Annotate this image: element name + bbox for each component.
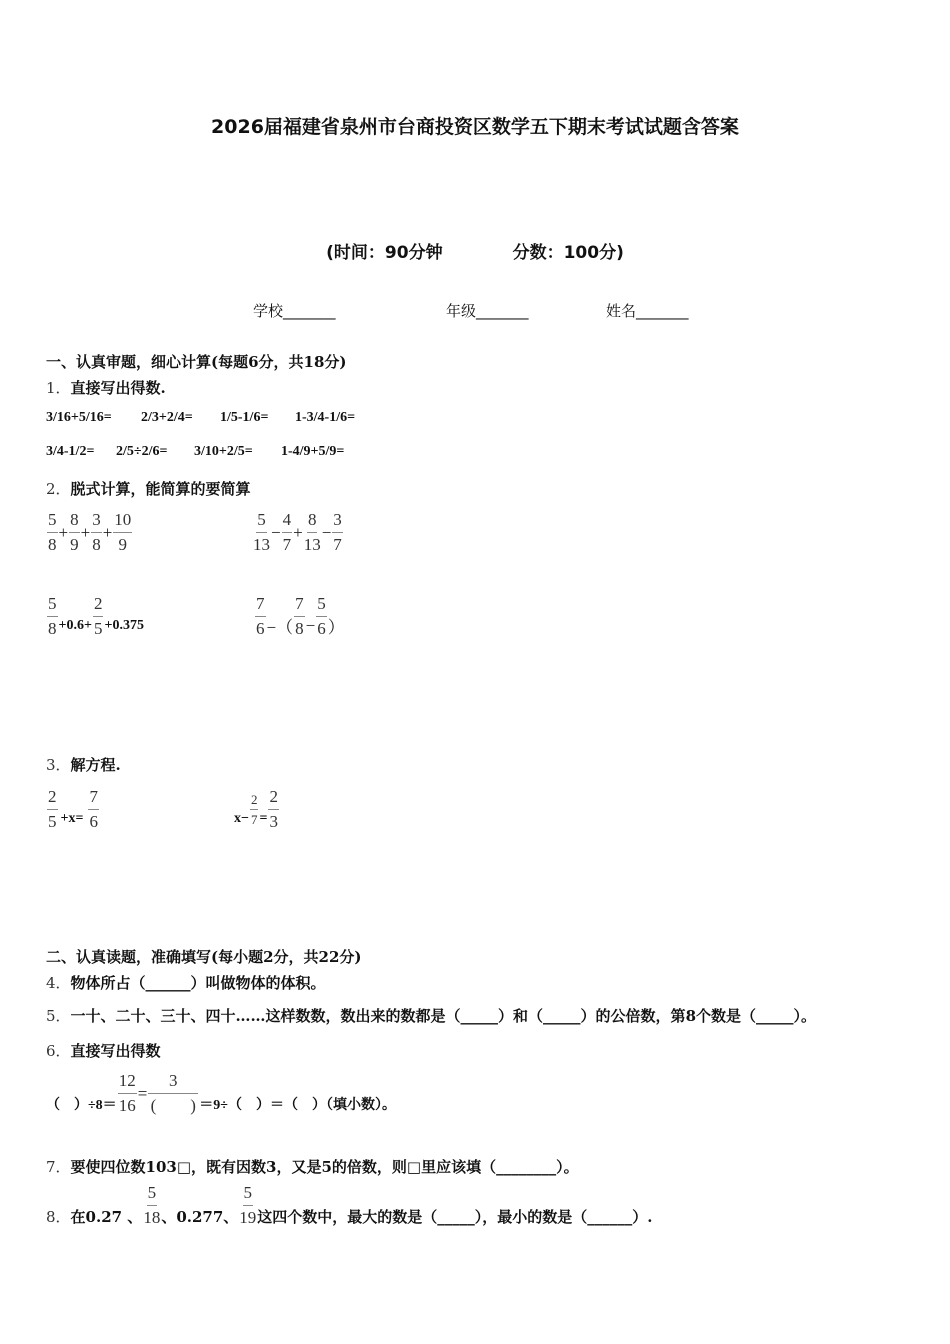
numerator: 5: [47, 510, 58, 533]
numerator: 4: [282, 510, 293, 533]
question-number: 1．: [46, 379, 71, 397]
fraction: [47, 510, 58, 555]
fraction: [93, 594, 104, 639]
q1-row1-c: [220, 410, 268, 426]
question-number: 4．: [46, 974, 71, 992]
numerator: 8: [69, 510, 80, 533]
operator-text: +0.6+: [58, 617, 92, 633]
fraction: [282, 510, 293, 555]
denominator: 16: [118, 1096, 136, 1115]
expression: 2/5÷2/6=: [116, 444, 168, 459]
fraction: [113, 510, 132, 555]
operator: +: [58, 522, 69, 542]
page-title: 2026届福建省泉州市台商投资区数学五下期末考试试题含答案: [211, 116, 739, 138]
operator: +: [293, 522, 303, 542]
name-field[interactable]: 姓名_______: [606, 302, 689, 320]
denominator: 7: [333, 535, 342, 554]
expression: 1-3/4-1/6=: [295, 410, 356, 425]
blank-text: （ ）÷8＝: [46, 1097, 117, 1113]
numerator: 7: [294, 594, 305, 617]
question-number: 5．: [46, 1007, 71, 1025]
q1-row1-d: [295, 410, 355, 426]
question-text: 、0.277、: [161, 1208, 239, 1226]
operator: +: [102, 522, 113, 542]
question-7: [46, 1156, 579, 1177]
q3-equation-1: [46, 787, 100, 832]
question-text: 物体所占（______）叫做物体的体积。: [70, 974, 326, 992]
q2-expression-3: [46, 594, 144, 639]
fraction: [143, 1183, 160, 1228]
numerator: 3: [148, 1071, 198, 1094]
numerator: 5: [47, 594, 58, 617]
denominator: 13: [303, 535, 321, 554]
expression: 3/16+5/16=: [46, 410, 112, 425]
numerator: 5: [256, 510, 267, 533]
section2-header: 二、认真读题，准确填写(每小题2分，共22分): [46, 948, 362, 966]
q2-expression-2: [252, 510, 344, 555]
denominator: 3: [269, 812, 278, 831]
question-6: [46, 1040, 161, 1061]
denominator: 8: [48, 619, 57, 638]
numerator: 8: [307, 510, 318, 533]
fraction: [294, 594, 305, 639]
question-text: 直接写出得数.: [70, 379, 166, 397]
fraction: [304, 510, 321, 555]
numerator: 2: [250, 792, 259, 810]
question-1: [46, 377, 166, 398]
question-number: 7．: [46, 1158, 71, 1176]
operator: +: [80, 522, 91, 542]
question-text: 解方程.: [70, 756, 121, 774]
question-5: [46, 1005, 816, 1026]
denominator: 6: [256, 619, 265, 638]
question-number: 3．: [46, 756, 71, 774]
blank-text: ＝9÷（ ）＝（ ）（填小数）。: [199, 1097, 396, 1113]
denominator: 6: [89, 812, 98, 831]
denominator: 18: [143, 1208, 161, 1227]
denominator: 8: [295, 619, 304, 638]
operator-text: ）: [327, 618, 345, 637]
equation-text: x−: [234, 810, 249, 826]
question-4: [46, 972, 326, 993]
numerator: 5: [316, 594, 327, 617]
operator: −: [321, 522, 332, 542]
expression: 3/10+2/5=: [194, 444, 253, 459]
numerator: 2: [93, 594, 104, 617]
question-text: 脱式计算，能简算的要简算: [70, 480, 251, 498]
question-number-inline: 8: [685, 1007, 696, 1025]
school-field[interactable]: 学校_______: [253, 302, 336, 320]
fraction: [88, 787, 99, 832]
denominator: 13: [253, 535, 270, 554]
numerator: 7: [88, 787, 99, 810]
numerator: 10: [113, 510, 132, 533]
denominator: 8: [92, 535, 101, 554]
fraction: [148, 1071, 198, 1116]
denominator: 7: [282, 535, 292, 554]
fraction: [332, 510, 343, 555]
denominator: 9: [70, 535, 79, 554]
grade-field[interactable]: 年级_______: [446, 302, 529, 320]
denominator: 6: [317, 619, 326, 638]
numerator: 2: [47, 787, 58, 810]
q1-row1: [46, 410, 112, 426]
q2-expression-1: [46, 510, 133, 555]
numerator: 12: [118, 1071, 137, 1094]
section1-header: 一、认真审题，细心计算(每题6分，共18分): [46, 353, 347, 371]
question-2: [46, 478, 251, 499]
denominator: 8: [48, 535, 57, 554]
question-number: 6．: [46, 1042, 71, 1060]
denominator: 9: [118, 535, 128, 554]
q3-equation-2: [234, 787, 280, 832]
fraction: [239, 1183, 256, 1228]
operator: −: [305, 615, 316, 635]
fraction: [268, 787, 279, 832]
numerator: 3: [332, 510, 343, 533]
operator: −: [271, 522, 281, 542]
question-3: [46, 754, 121, 775]
question-8: [46, 1183, 653, 1228]
q1-row2-c: [194, 444, 253, 460]
fraction: [69, 510, 80, 555]
fraction: [250, 792, 259, 827]
operator-text: +0.375: [104, 617, 144, 633]
expression: 2/3+2/4=: [141, 410, 193, 425]
exam-subtitle: [0, 238, 950, 263]
equals-sign: =: [137, 1083, 148, 1103]
denominator: 5: [48, 812, 57, 831]
expression: 3/4-1/2=: [46, 444, 95, 459]
denominator: ( ): [150, 1096, 196, 1115]
question-text: 要使四位数103□，既有因数3，又是5的倍数，则□里应该填（________）。: [70, 1158, 579, 1176]
q1-row2-b: [116, 444, 167, 460]
q1-row2-a: [46, 444, 94, 460]
q6-expression: [46, 1071, 396, 1116]
question-number: 8．: [46, 1208, 71, 1226]
numerator: 5: [147, 1183, 158, 1206]
fraction: [253, 510, 270, 555]
q1-row1-b: [141, 410, 193, 426]
expression: 1/5-1/6=: [220, 410, 269, 425]
equation-text: +x=: [60, 810, 84, 826]
q1-row2-d: [281, 444, 344, 460]
fraction: [47, 594, 58, 639]
question-number: 2．: [46, 480, 71, 498]
fraction: [91, 510, 102, 555]
fraction: [255, 594, 266, 639]
numerator: 2: [268, 787, 279, 810]
denominator: 19: [239, 1208, 257, 1227]
numerator: 5: [243, 1183, 254, 1206]
q2-expression-4: [254, 594, 345, 639]
question-text-2: 个数是（_____）。: [696, 1007, 817, 1025]
numerator: 3: [91, 510, 102, 533]
fraction: [47, 787, 58, 832]
denominator: 7: [250, 812, 258, 827]
question-text: 这四个数中，最大的数是（_____），最小的数是（______）.: [257, 1208, 653, 1226]
numerator: 7: [255, 594, 266, 617]
question-text: 直接写出得数: [70, 1042, 161, 1060]
denominator: 5: [93, 619, 103, 638]
question-text: 一十、二十、三十、四十……这样数数，数出来的数都是（_____）和（_____）的公倍数，第: [70, 1007, 686, 1025]
operator-text: −（: [266, 618, 294, 637]
question-text: 在0.27 、: [70, 1208, 143, 1226]
fraction: [118, 1071, 137, 1116]
score-info: 分数：100分): [512, 243, 624, 263]
equation-text: =: [259, 810, 268, 826]
fraction: [316, 594, 327, 639]
expression: 1-4/9+5/9=: [281, 444, 345, 459]
time-info: (时间：90分钟: [326, 243, 443, 263]
